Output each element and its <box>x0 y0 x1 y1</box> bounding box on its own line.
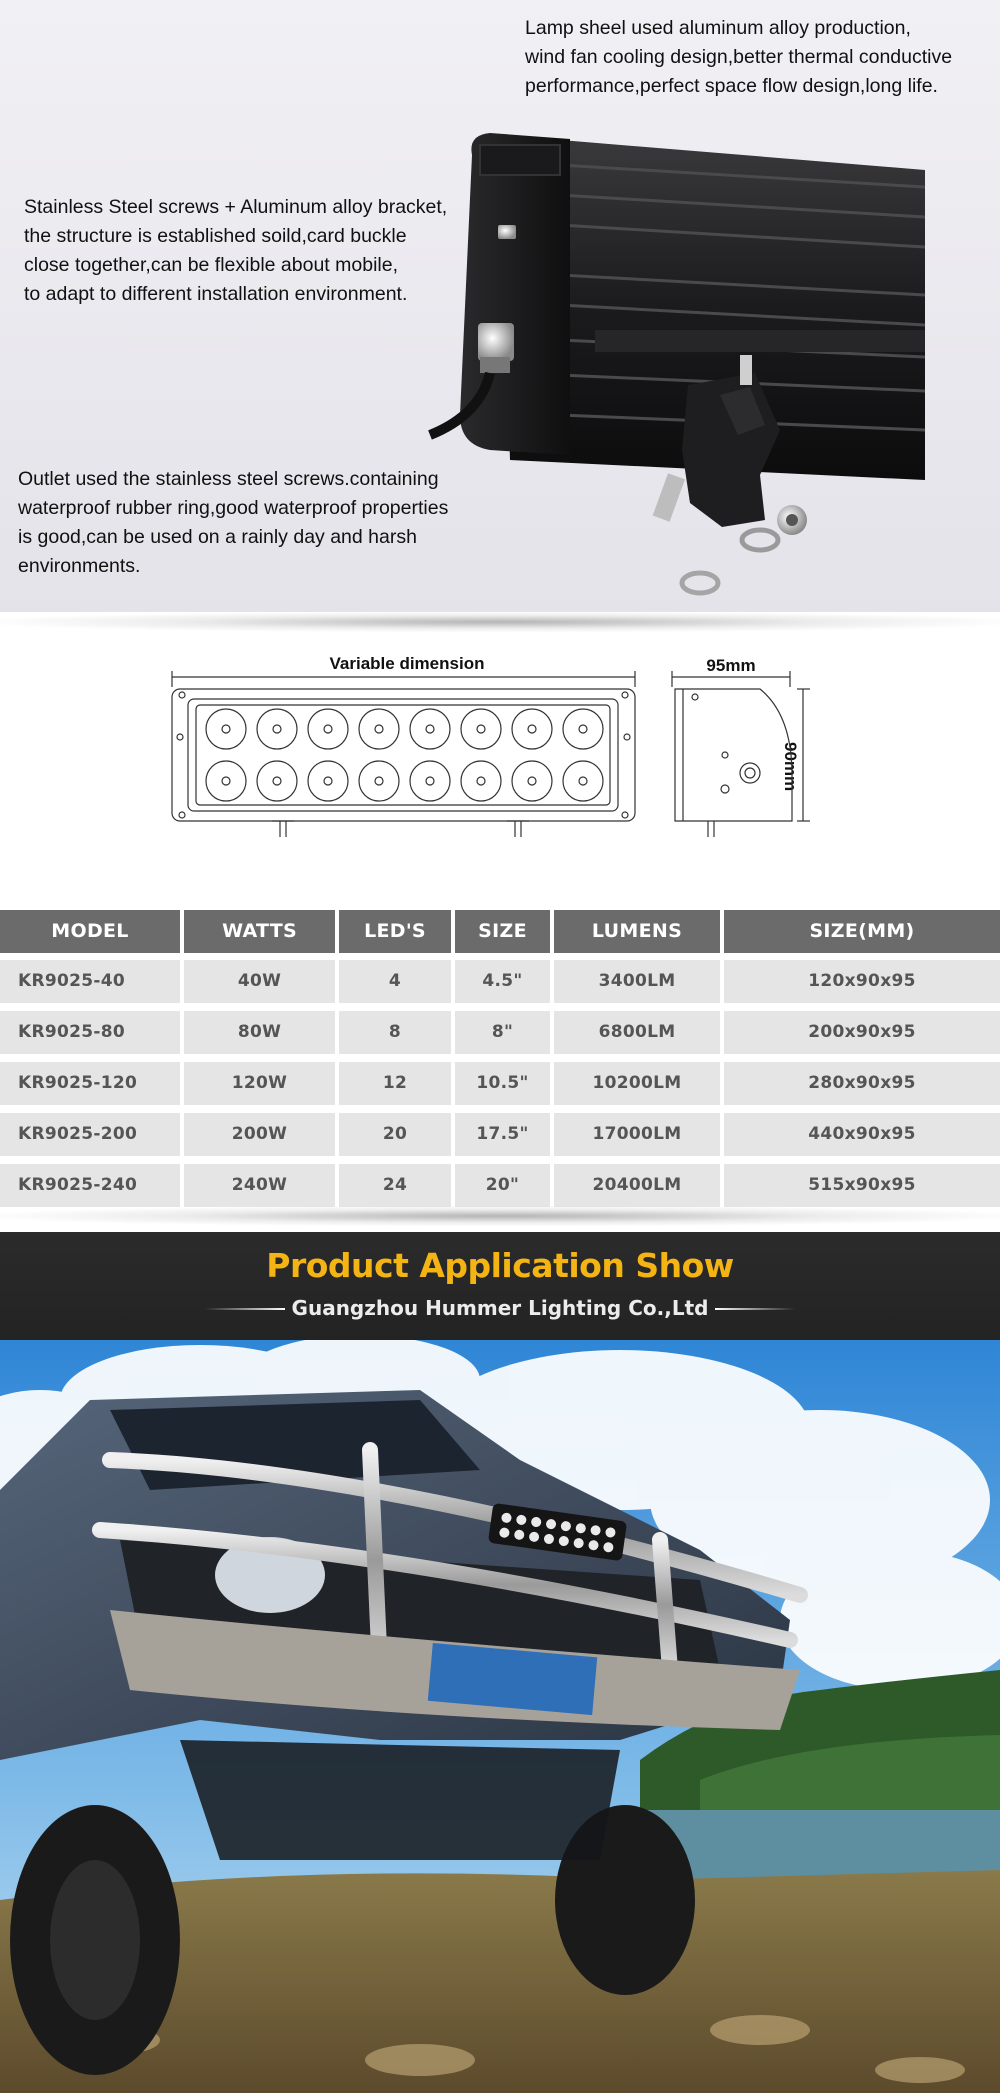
callout-line: the structure is established soild,card buckle <box>24 225 407 247</box>
cell-watts: 80W <box>184 1011 335 1054</box>
table-row <box>0 1164 1000 1207</box>
cell-leds: 24 <box>339 1164 451 1207</box>
cell-size-mm: 515x90x95 <box>724 1164 1000 1207</box>
header-size: SIZE <box>455 910 550 953</box>
table-row <box>0 1011 1000 1054</box>
callout-line: to adapt to different installation environment. <box>24 283 408 305</box>
callout-line: is good,can be used on a rainly day and harsh <box>18 526 417 548</box>
callout-line: waterproof rubber ring,good waterproof properties <box>18 497 449 519</box>
callout-line: Lamp sheel used aluminum alloy production, <box>525 17 911 39</box>
cell-size-mm: 200x90x95 <box>724 1011 1000 1054</box>
header-leds: LED'S <box>339 910 451 953</box>
header-lumens: LUMENS <box>554 910 720 953</box>
cell-size: 20" <box>455 1164 550 1207</box>
banner-divider-right <box>715 1308 795 1310</box>
cell-size-mm: 280x90x95 <box>724 1062 1000 1105</box>
cell-size: 8" <box>455 1011 550 1054</box>
callout-line: wind fan cooling design,better thermal conductive <box>525 46 953 68</box>
section-divider <box>0 1206 1000 1226</box>
cell-model: KR9025-40 <box>0 960 180 1003</box>
dimension-title: Variable dimension <box>329 654 485 673</box>
cell-lumens: 6800LM <box>554 1011 720 1054</box>
cell-size-mm: 440x90x95 <box>724 1113 1000 1156</box>
dimension-depth-label: 95mm <box>706 656 756 675</box>
cell-lumens: 3400LM <box>554 960 720 1003</box>
cell-size: 17.5" <box>455 1113 550 1156</box>
table-row <box>0 1113 1000 1156</box>
table-header-row <box>0 910 1000 953</box>
callout-lamp-shell <box>525 14 952 101</box>
callout-bracket <box>24 193 447 309</box>
cell-watts: 40W <box>184 960 335 1003</box>
callout-outlet <box>18 465 448 581</box>
cell-size-mm: 120x90x95 <box>724 960 1000 1003</box>
cell-leds: 4 <box>339 960 451 1003</box>
cell-lumens: 17000LM <box>554 1113 720 1156</box>
banner-subtitle: Guangzhou Hummer Lighting Co.,Ltd <box>291 1296 709 1320</box>
cell-model: KR9025-200 <box>0 1113 180 1156</box>
application-banner <box>0 1232 1000 1340</box>
truck-photo-illustration <box>0 1340 1000 2093</box>
callout-line: Outlet used the stainless steel screws.containing <box>18 468 439 490</box>
section-divider <box>0 612 1000 632</box>
cell-size: 10.5" <box>455 1062 550 1105</box>
header-model: MODEL <box>0 910 180 953</box>
callout-line: Stainless Steel screws + Aluminum alloy bracket, <box>24 196 448 218</box>
callout-line: performance,perfect space flow design,long life. <box>525 75 938 97</box>
cell-watts: 120W <box>184 1062 335 1105</box>
table-row <box>0 1062 1000 1105</box>
cell-leds: 12 <box>339 1062 451 1105</box>
application-photo <box>0 1340 1000 2093</box>
callout-line: environments. <box>18 555 141 577</box>
dimension-drawing <box>160 665 820 865</box>
cell-watts: 240W <box>184 1164 335 1207</box>
header-size-mm: SIZE(MM) <box>724 910 1000 953</box>
cell-lumens: 10200LM <box>554 1062 720 1105</box>
cell-model: KR9025-240 <box>0 1164 180 1207</box>
callout-line: close together,can be flexible about mobile, <box>24 254 398 276</box>
cell-leds: 8 <box>339 1011 451 1054</box>
table-row <box>0 960 1000 1003</box>
dimension-height-label: 90mm <box>781 742 800 792</box>
header-watts: WATTS <box>184 910 335 953</box>
cell-watts: 200W <box>184 1113 335 1156</box>
banner-title: Product Application Show <box>266 1246 734 1285</box>
light-bar-product-image <box>420 125 940 605</box>
cell-lumens: 20400LM <box>554 1164 720 1207</box>
cell-model: KR9025-120 <box>0 1062 180 1105</box>
cell-size: 4.5" <box>455 960 550 1003</box>
cell-model: KR9025-80 <box>0 1011 180 1054</box>
cell-leds: 20 <box>339 1113 451 1156</box>
feature-callouts-section <box>0 0 1000 612</box>
